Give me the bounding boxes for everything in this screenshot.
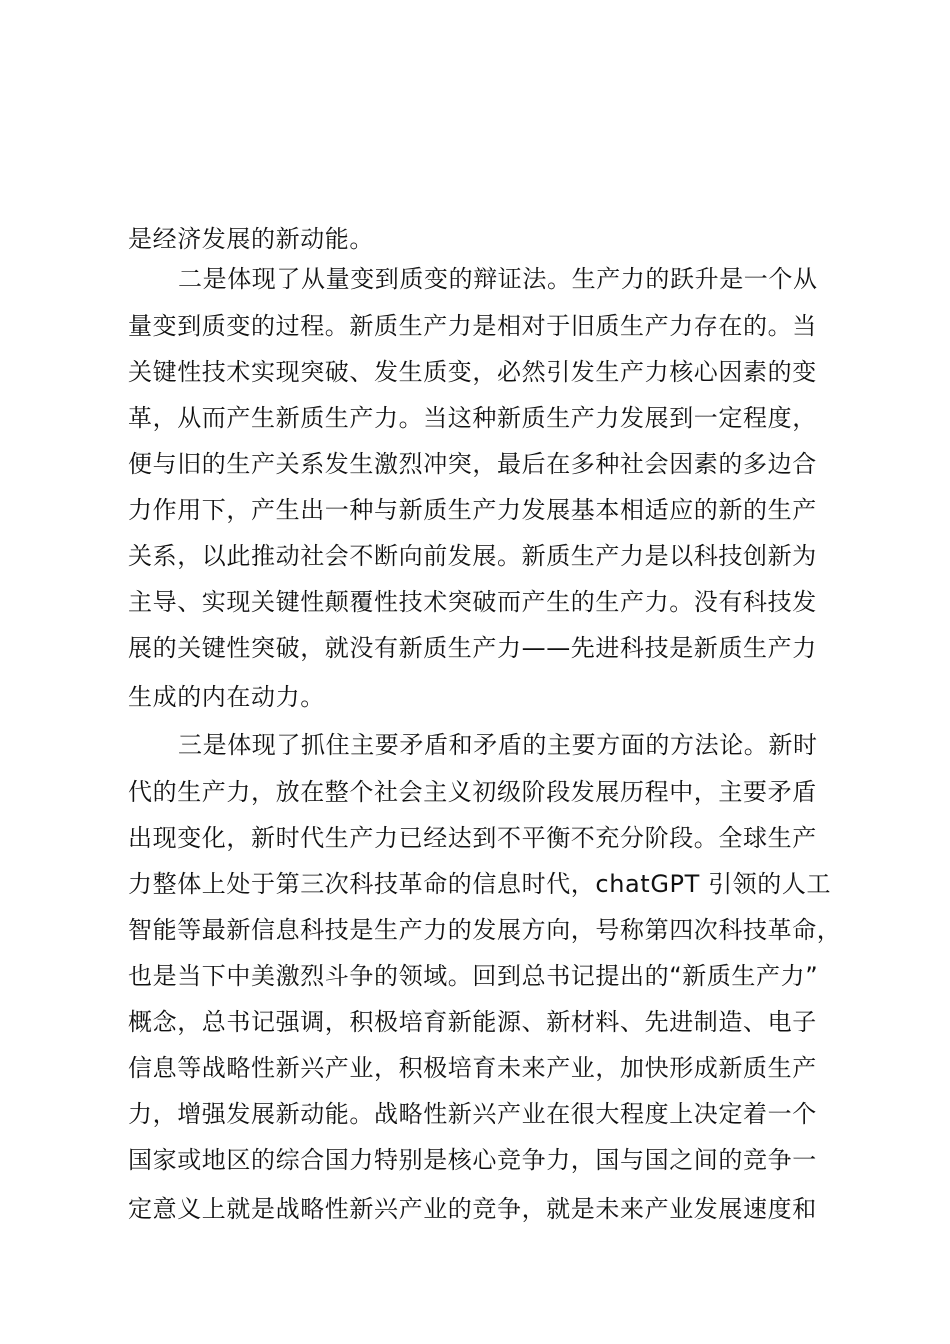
text-line: 便与旧的生产关系发生激烈冲突，最后在多种社会因素的多边合: [128, 450, 817, 478]
text-line: 关系，以此推动社会不断向前发展。新质生产力是以科技创新为: [128, 542, 817, 570]
text-line: 国家或地区的综合国力特别是核心竞争力，国与国之间的竞争一: [128, 1146, 817, 1174]
text-line: 也是当下中美激烈斗争的领域。回到总书记提出的“新质生产力”: [128, 962, 819, 990]
text-line: 关键性技术实现突破、发生质变，必然引发生产力核心因素的变: [128, 358, 817, 386]
text-line: 力整体上处于第三次科技革命的信息时代，chatGPT 引领的人工: [128, 870, 832, 898]
text-line: 信息等战略性新兴产业，积极培育未来产业，加快形成新质生产: [128, 1054, 817, 1082]
text-line: 是经济发展的新动能。: [128, 225, 374, 253]
paragraph-3-first-line: 三是体现了抓住主要矛盾和矛盾的主要方面的方法论。新时: [178, 731, 818, 759]
text-line: 主导、实现关键性颠覆性技术突破而产生的生产力。没有科技发: [128, 588, 817, 616]
text-line: 量变到质变的过程。新质生产力是相对于旧质生产力存在的。当: [128, 312, 817, 340]
text-line: 概念，总书记强调，积极培育新能源、新材料、先进制造、电子: [128, 1008, 817, 1036]
text-line: 展的关键性突破，就没有新质生产力——先进科技是新质生产力: [128, 634, 817, 662]
text-line: 代的生产力，放在整个社会主义初级阶段发展历程中，主要矛盾: [128, 778, 817, 806]
text-line: 智能等最新信息科技是生产力的发展方向，号称第四次科技革命，: [128, 916, 842, 944]
text-line: 出现变化，新时代生产力已经达到不平衡不充分阶段。全球生产: [128, 824, 817, 852]
paragraph-2-first-line: 二是体现了从量变到质变的辩证法。生产力的跃升是一个从: [178, 265, 818, 293]
text-line: 生成的内在动力。: [128, 683, 325, 711]
text-line: 革，从而产生新质生产力。当这种新质生产力发展到一定程度，: [128, 404, 817, 432]
text-line: 力，增强发展新动能。战略性新兴产业在很大程度上决定着一个: [128, 1100, 817, 1128]
text-line: 定意义上就是战略性新兴产业的竞争，就是未来产业发展速度和: [128, 1195, 817, 1223]
text-line: 力作用下，产生出一种与新质生产力发展基本相适应的新的生产: [128, 496, 817, 524]
